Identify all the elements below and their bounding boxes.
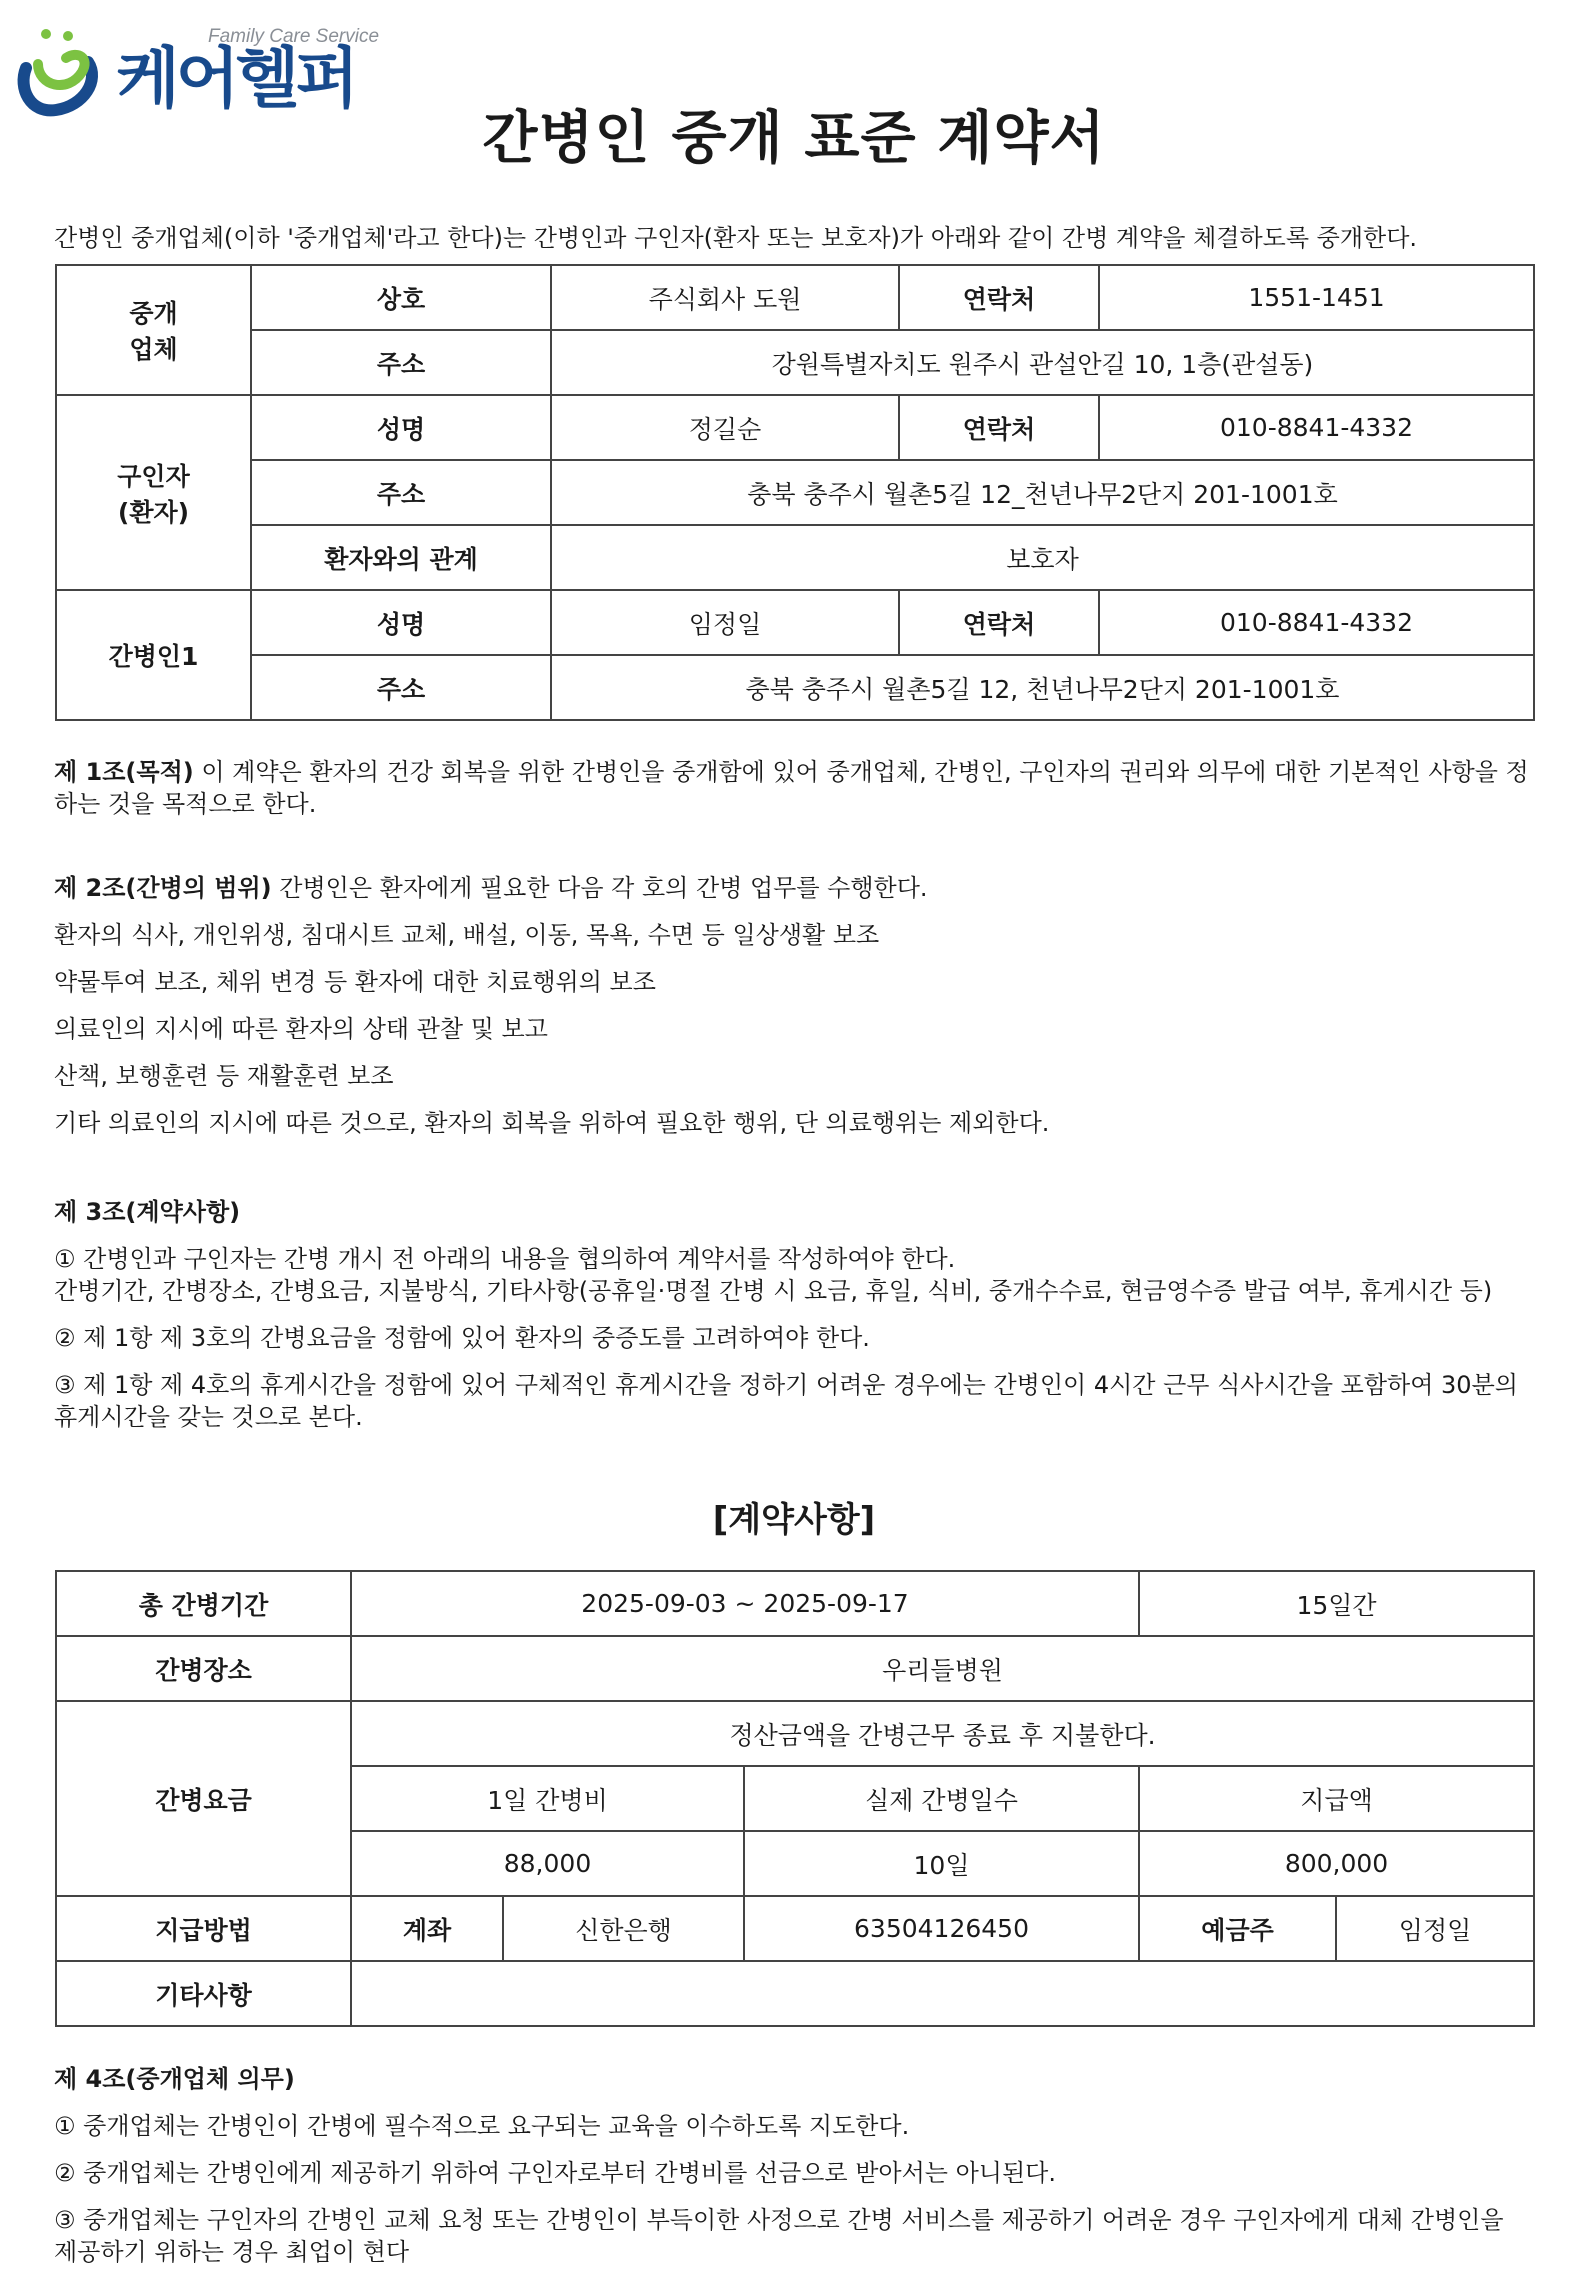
logo-tagline: Family Care Service	[208, 26, 380, 47]
article-3-item-3: ③ 제 1항 제 4호의 휴게시간을 정함에 있어 구체적인 휴게시간을 정하기 어려운 경우에는 간병인이 4시간 근무 식사시간을 포함하여 30분의 휴게시간을 갖는 것으로 본다.	[54, 1371, 1518, 1431]
bank-name: 신한은행	[503, 1896, 744, 1961]
article-1-text: 이 계약은 환자의 건강 회복을 위한 간병인을 중개함에 있어 중개업체, 간병인, 구인자의 권리와 의무에 대한 기본적인 사항을 정하는 것을 목적으로 한다.	[54, 758, 1529, 818]
client-relation-label: 환자와의 관계	[251, 525, 551, 590]
caregiver-address-label: 주소	[251, 655, 551, 720]
article-2-item: 약물투여 보조, 체위 변경 등 환자에 대한 치료행위의 보조	[54, 968, 656, 996]
agency-contact: 1551-1451	[1099, 265, 1534, 330]
daily-fee-value: 88,000	[351, 1831, 744, 1896]
article-3	[54, 1196, 1534, 1448]
article-4-item: ① 중개업체는 간병인이 간병에 필수적으로 요구되는 교육을 이수하도록 지도한다.	[54, 2112, 910, 2140]
caregiver-address: 충북 충주시 월촌5길 12, 천년나무2단지 201-1001호	[551, 655, 1534, 720]
agency-section-label: 중개 업체	[56, 265, 251, 395]
agency-name: 주식회사 도원	[551, 265, 899, 330]
client-relation: 보호자	[551, 525, 1534, 590]
agency-name-label: 상호	[251, 265, 551, 330]
etc-value	[351, 1961, 1534, 2026]
article-1	[54, 756, 1534, 835]
client-address-label: 주소	[251, 460, 551, 525]
caregiver-contact-label: 연락처	[899, 590, 1099, 655]
etc-label: 기타사항	[56, 1961, 351, 2026]
client-contact: 010-8841-4332	[1099, 395, 1534, 460]
client-name: 정길순	[551, 395, 899, 460]
caregiver-name-label: 성명	[251, 590, 551, 655]
client-contact-label: 연락처	[899, 395, 1099, 460]
article-3-item-1: ① 간병인과 구인자는 간병 개시 전 아래의 내용을 협의하여 계약서를 작성하여야 한다.	[54, 1245, 956, 1273]
document-title: 간병인 중개 표준 계약서	[482, 105, 1106, 171]
period-label: 총 간병기간	[56, 1571, 351, 1636]
contract-section-title: [계약사항]	[712, 1500, 876, 1540]
article-2-item: 기타 의료인의 지시에 따른 것으로, 환자의 회복을 위하여 필요한 행위, 단 의료행위는 제외한다.	[54, 1109, 1050, 1137]
article-4	[54, 2063, 1534, 2283]
period-days: 15일간	[1139, 1571, 1534, 1636]
article-2-item: 의료인의 지시에 따른 환자의 상태 관찰 및 보고	[54, 1015, 548, 1043]
client-address: 충북 충주시 월촌5길 12_천년나무2단지 201-1001호	[551, 460, 1534, 525]
caregiver-name: 임정일	[551, 590, 899, 655]
account-number: 63504126450	[744, 1896, 1139, 1961]
article-2-text: 간병인은 환자에게 필요한 다음 각 호의 간병 업무를 수행한다.	[271, 874, 928, 902]
account-holder: 임정일	[1336, 1896, 1534, 1961]
actual-days-value: 10일	[744, 1831, 1139, 1896]
client-section-label: 구인자 (환자)	[56, 395, 251, 590]
fee-note: 정산금액을 간병근무 종료 후 지불한다.	[351, 1701, 1534, 1766]
agency-address-label: 주소	[251, 330, 551, 395]
contract-details-table	[55, 1570, 1535, 2027]
payment-method-label: 지급방법	[56, 1896, 351, 1961]
article-4-item: ③ 중개업체는 구인자의 간병인 교체 요청 또는 간병인이 부득이한 사정으로 간병 서비스를 제공하기 어려운 경우 구인자에게 대체 간병인을 제공하기 위하는 경우 최업이 현다	[54, 2206, 1504, 2266]
actual-days-label: 실제 간병일수	[744, 1766, 1139, 1831]
daily-fee-label: 1일 간병비	[351, 1766, 744, 1831]
article-2-item: 산책, 보행훈련 등 재활훈련 보조	[54, 1062, 394, 1090]
account-holder-label: 예금주	[1139, 1896, 1336, 1961]
pay-amount-value: 800,000	[1139, 1831, 1534, 1896]
pay-amount-label: 지급액	[1139, 1766, 1534, 1831]
logo-brand-name: 케어헬퍼	[116, 40, 356, 117]
place-value: 우리들병원	[351, 1636, 1534, 1701]
caregiver-contact: 010-8841-4332	[1099, 590, 1534, 655]
period-value: 2025-09-03 ~ 2025-09-17	[351, 1571, 1139, 1636]
article-3-item-1-detail: 간병기간, 간병장소, 간병요금, 지불방식, 기타사항(공휴일·명절 간병 시 요금, 휴일, 식비, 중개수수료, 현금영수증 발급 여부, 휴게시간 등)	[54, 1277, 1493, 1305]
client-name-label: 성명	[251, 395, 551, 460]
caregiver-section-label: 간병인1	[56, 590, 251, 720]
parties-table	[55, 264, 1535, 721]
place-label: 간병장소	[56, 1636, 351, 1701]
intro-text: 간병인 중개업체(이하 '중개업체'라고 한다)는 간병인과 구인자(환자 또는 보호자)가 아래와 같이 간병 계약을 체결하도록 중개한다.	[54, 224, 1418, 252]
article-3-item-2: ② 제 1항 제 3호의 간병요금을 정함에 있어 환자의 중증도를 고려하여야 한다.	[54, 1324, 870, 1352]
article-2	[54, 872, 1534, 1154]
agency-contact-label: 연락처	[899, 265, 1099, 330]
article-4-item: ② 중개업체는 간병인에게 제공하기 위하여 구인자로부터 간병비를 선금으로 받아서는 아니된다.	[54, 2159, 1056, 2187]
article-3-heading: 제 3조(계약사항)	[54, 1198, 241, 1226]
agency-address: 강원특별자치도 원주시 관설안길 10, 1층(관설동)	[551, 330, 1534, 395]
article-4-heading: 제 4조(중개업체 의무)	[54, 2065, 295, 2093]
article-2-heading: 제 2조(간병의 범위)	[54, 874, 272, 902]
article-1-heading: 제 1조(목적)	[54, 758, 194, 786]
account-label: 계좌	[351, 1896, 503, 1961]
article-2-item: 환자의 식사, 개인위생, 침대시트 교체, 배설, 이동, 목욕, 수면 등 일상생활 보조	[54, 921, 880, 949]
fee-label: 간병요금	[56, 1701, 351, 1896]
